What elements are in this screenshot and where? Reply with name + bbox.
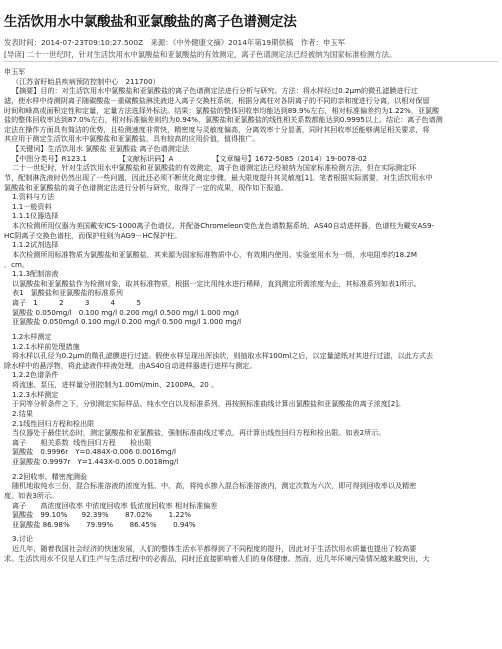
- body-line: 近几年，随着我国社会经济的快速发展，人们的整体生活水平都得到了不同程度的提升，因此对于生活饮用水质量也提出了较高要: [12, 544, 417, 553]
- section-heading: 1.1.2试剂选择: [12, 240, 59, 250]
- abstract-line: 定法在操作方面具有简洁的优势，且检测速度非常快，精密度与灵敏度偏高，分离效率十分显著，同时其回收率还能够满足相关要求，将: [4, 124, 430, 134]
- body-line: 本次检测所用仪器为美国戴安ICS-1000离子色谱仪，并配备Chromeleon变色龙色谱数据系统，AS40自动进样器，色谱柱为戴安AS9-: [12, 221, 435, 230]
- section-heading: 2.2回收率、精密度测验: [12, 471, 88, 481]
- body-line: 随机地取纯水三份，混合标准溶液的浓度为低、中、高，将纯水掺入混合标准溶液内，测定次数为六次，即可得到回收率以及精密: [12, 481, 417, 491]
- table-row: 离子 相关系数 线性回归方程 检出限: [12, 437, 152, 447]
- section-heading: 1.2.2色谱条件: [12, 370, 59, 380]
- body-line: 节，配制淋洗液时仍然出现了一些问题，因此还必须不断优化测定步骤，最大限度提升其灵敏度[1]。笔者根据实际需要，对生活饮用水中: [4, 172, 433, 182]
- article-meta: 发表时间：2014-07-23T09:10:27.500Z 来源：《中外健康文摘》2014年第19期供稿 作者：申玉军: [4, 38, 346, 47]
- table-row: 氯酸盐 0.9996r Y=0.484X-0.006 0.0016mg/l: [12, 447, 177, 457]
- abstract-line: 【摘要】目的：对生活饮用水中氯酸盐和亚氯酸盐的离子色谱测定法进行分析与研究。方法：将水样经过0.2μm的微孔滤膜进行过: [12, 86, 418, 96]
- divider: [4, 61, 498, 62]
- body-line: 当仪器处于最佳状态时，测定氯酸盐和亚氯酸盐，强制标准曲线过零点，再计算出线性回归方程和检出限。如表2所示。: [12, 428, 386, 438]
- article-guide: [导读] 二十一世纪时，针对生活饮用水中氯酸盐和亚氯酸盐的有效测定，离子色谱测定法已经被纳为国家标准检测方法。: [4, 50, 397, 59]
- section-heading: 1.2.1水样前处理措施: [12, 341, 80, 351]
- body-line: 求。生活饮用水不仅是人们生产与生活过程中的必需品，同时还直接影响着人们的身体健康。然而，近几年环境污染情况越来越突出，大: [4, 553, 430, 563]
- table-row: 亚氯酸盐 0.9997r Y=1.443X-0.005 0.0018mg/l: [12, 457, 179, 466]
- body-line: 度。如表3所示。: [4, 490, 59, 500]
- table-row: 氯酸盐 99.10% 92.39% 87.02% 1.22%: [12, 510, 192, 520]
- section-heading: 1.2.3水样测定: [12, 389, 59, 399]
- article-body: [4, 67, 498, 563]
- body-line: 将流速、泵压，进样量分别控制为1.00ml/min、2100PA、20 。: [12, 380, 219, 389]
- abstract-line: 其应用于测定生活饮用水中氯酸盐和亚氯酸盐，具有较高的应用价值，值得推广。: [4, 134, 260, 144]
- abstract-line: 盐的整体回收率达到87.0%左右，相对标准偏差则约为0.94%，氯酸盐和亚氯酸盐的线性相关系数都能达到0.9995以上。结论：离子色谱测: [4, 115, 443, 125]
- table-row: 亚氯酸盐 86.98% 79.99% 86.45% 0.94%: [12, 519, 196, 529]
- body-line: 以氯酸盐和亚氯酸盐作为检测对象，取其标准物质，根据一定比用纯水进行稀释，直到测定所需浓度为止，其标准系列如表1所示。: [12, 278, 421, 288]
- table-row: 离子 1 2 3 4 5: [12, 298, 141, 307]
- article-title: 生活饮用水中氯酸盐和亚氯酸盐的离子色谱测定法: [4, 14, 297, 30]
- section-heading: 2.1线性回归方程和检出限: [12, 418, 95, 428]
- body-line: ．cm。: [4, 259, 29, 269]
- table-row: 亚氯酸盐 0.050mg/l 0.100 mg/l 0.200 mg/l 0.500 mg/l 1.000 mg/l: [12, 317, 242, 327]
- section-heading: 1.1.1仪器选择: [12, 211, 59, 221]
- section-heading: 2.结果: [12, 408, 33, 418]
- section-heading: 1.资料与方法: [12, 192, 55, 202]
- table-row: 氯酸盐 0.050mg/l 0.100 mg/l 0.200 mg/l 0.500 mg/l 1.000 mg/l: [12, 307, 239, 317]
- table-caption: 表1 氯酸盐和亚氯酸盐的标准系列: [12, 288, 123, 298]
- section-heading: 1.2水样测定: [12, 331, 52, 341]
- section-heading: 1.1.3配制溶液: [12, 269, 59, 279]
- body-line: 除水样中的悬浮物，将此滤液作样液处理，由AS40自动进样器进行进样与测定。: [4, 360, 257, 370]
- abstract-line: 时间和峰高或面积定性和定量，定量方法选择外标法。结果：氯酸盐的整体回收率均能达到89.9%左右，相对标准偏差约为1.22%，亚氯酸: [4, 105, 440, 115]
- body-line: 二十一世纪时，针对生活饮用水中氯酸盐和亚氯酸盐的有效测定，离子色谱测定法已经被纳为国家标准检测方法，但在实际测定环: [12, 163, 417, 173]
- section-heading: 3.讨论: [12, 534, 33, 544]
- body-line: 本次检测所用标准物质为氯酸盐和亚氯酸盐，其来源为国家标准物质中心，有效期内使用。实验室用水为一级，水电阻率约18.2M: [12, 249, 417, 259]
- affiliation-line: （江苏省盱眙县疾病预防控制中心 211700）: [12, 76, 160, 86]
- body-line: 氯酸盐和亚氯酸盐的离子色谱测定法进行分析与研究，取得了一定的成果，现作如下报道。: [4, 182, 288, 192]
- author-line: 申玉军: [4, 67, 26, 76]
- table-row: 离子 高浓度回收率 中浓度回收率 低浓度回收率 相对标准偏差: [12, 500, 218, 510]
- body-line: HC阴离子交换色谱柱，而保护柱则为AG9－HC保护柱。: [4, 230, 182, 240]
- body-line: 将水样以孔径为0.2μm的微孔滤膜进行过滤。假使水样呈现出浑浊状，则抽取水样100ml之后，以定量滤纸对其进行过滤，以此方式去: [12, 351, 434, 361]
- body-line: 于同等分析条件之下，分别测定实际样品、纯水空白以及标准系列，再按照标准曲线计算出氯酸盐和亚氯酸盐的离子浓度[2]。: [12, 399, 406, 409]
- keywords-line: 【关键词】生活饮用水 氯酸盐 亚氯酸盐 离子色谱测定法: [12, 144, 190, 153]
- classification-line: 【中图分类号】R123.1 【文献标识码】A 【文章编号】1672-5085（2014）19-0078-02: [12, 153, 368, 163]
- abstract-line: 滤，使水样中待测阴离子随碳酸盐－重碳酸盐淋洗液进入离子交换柱系统，根据分离柱对各阴离子的不同的亲和度进行分离，以相对保留: [4, 95, 430, 105]
- section-heading: 1.1一般资料: [12, 201, 52, 211]
